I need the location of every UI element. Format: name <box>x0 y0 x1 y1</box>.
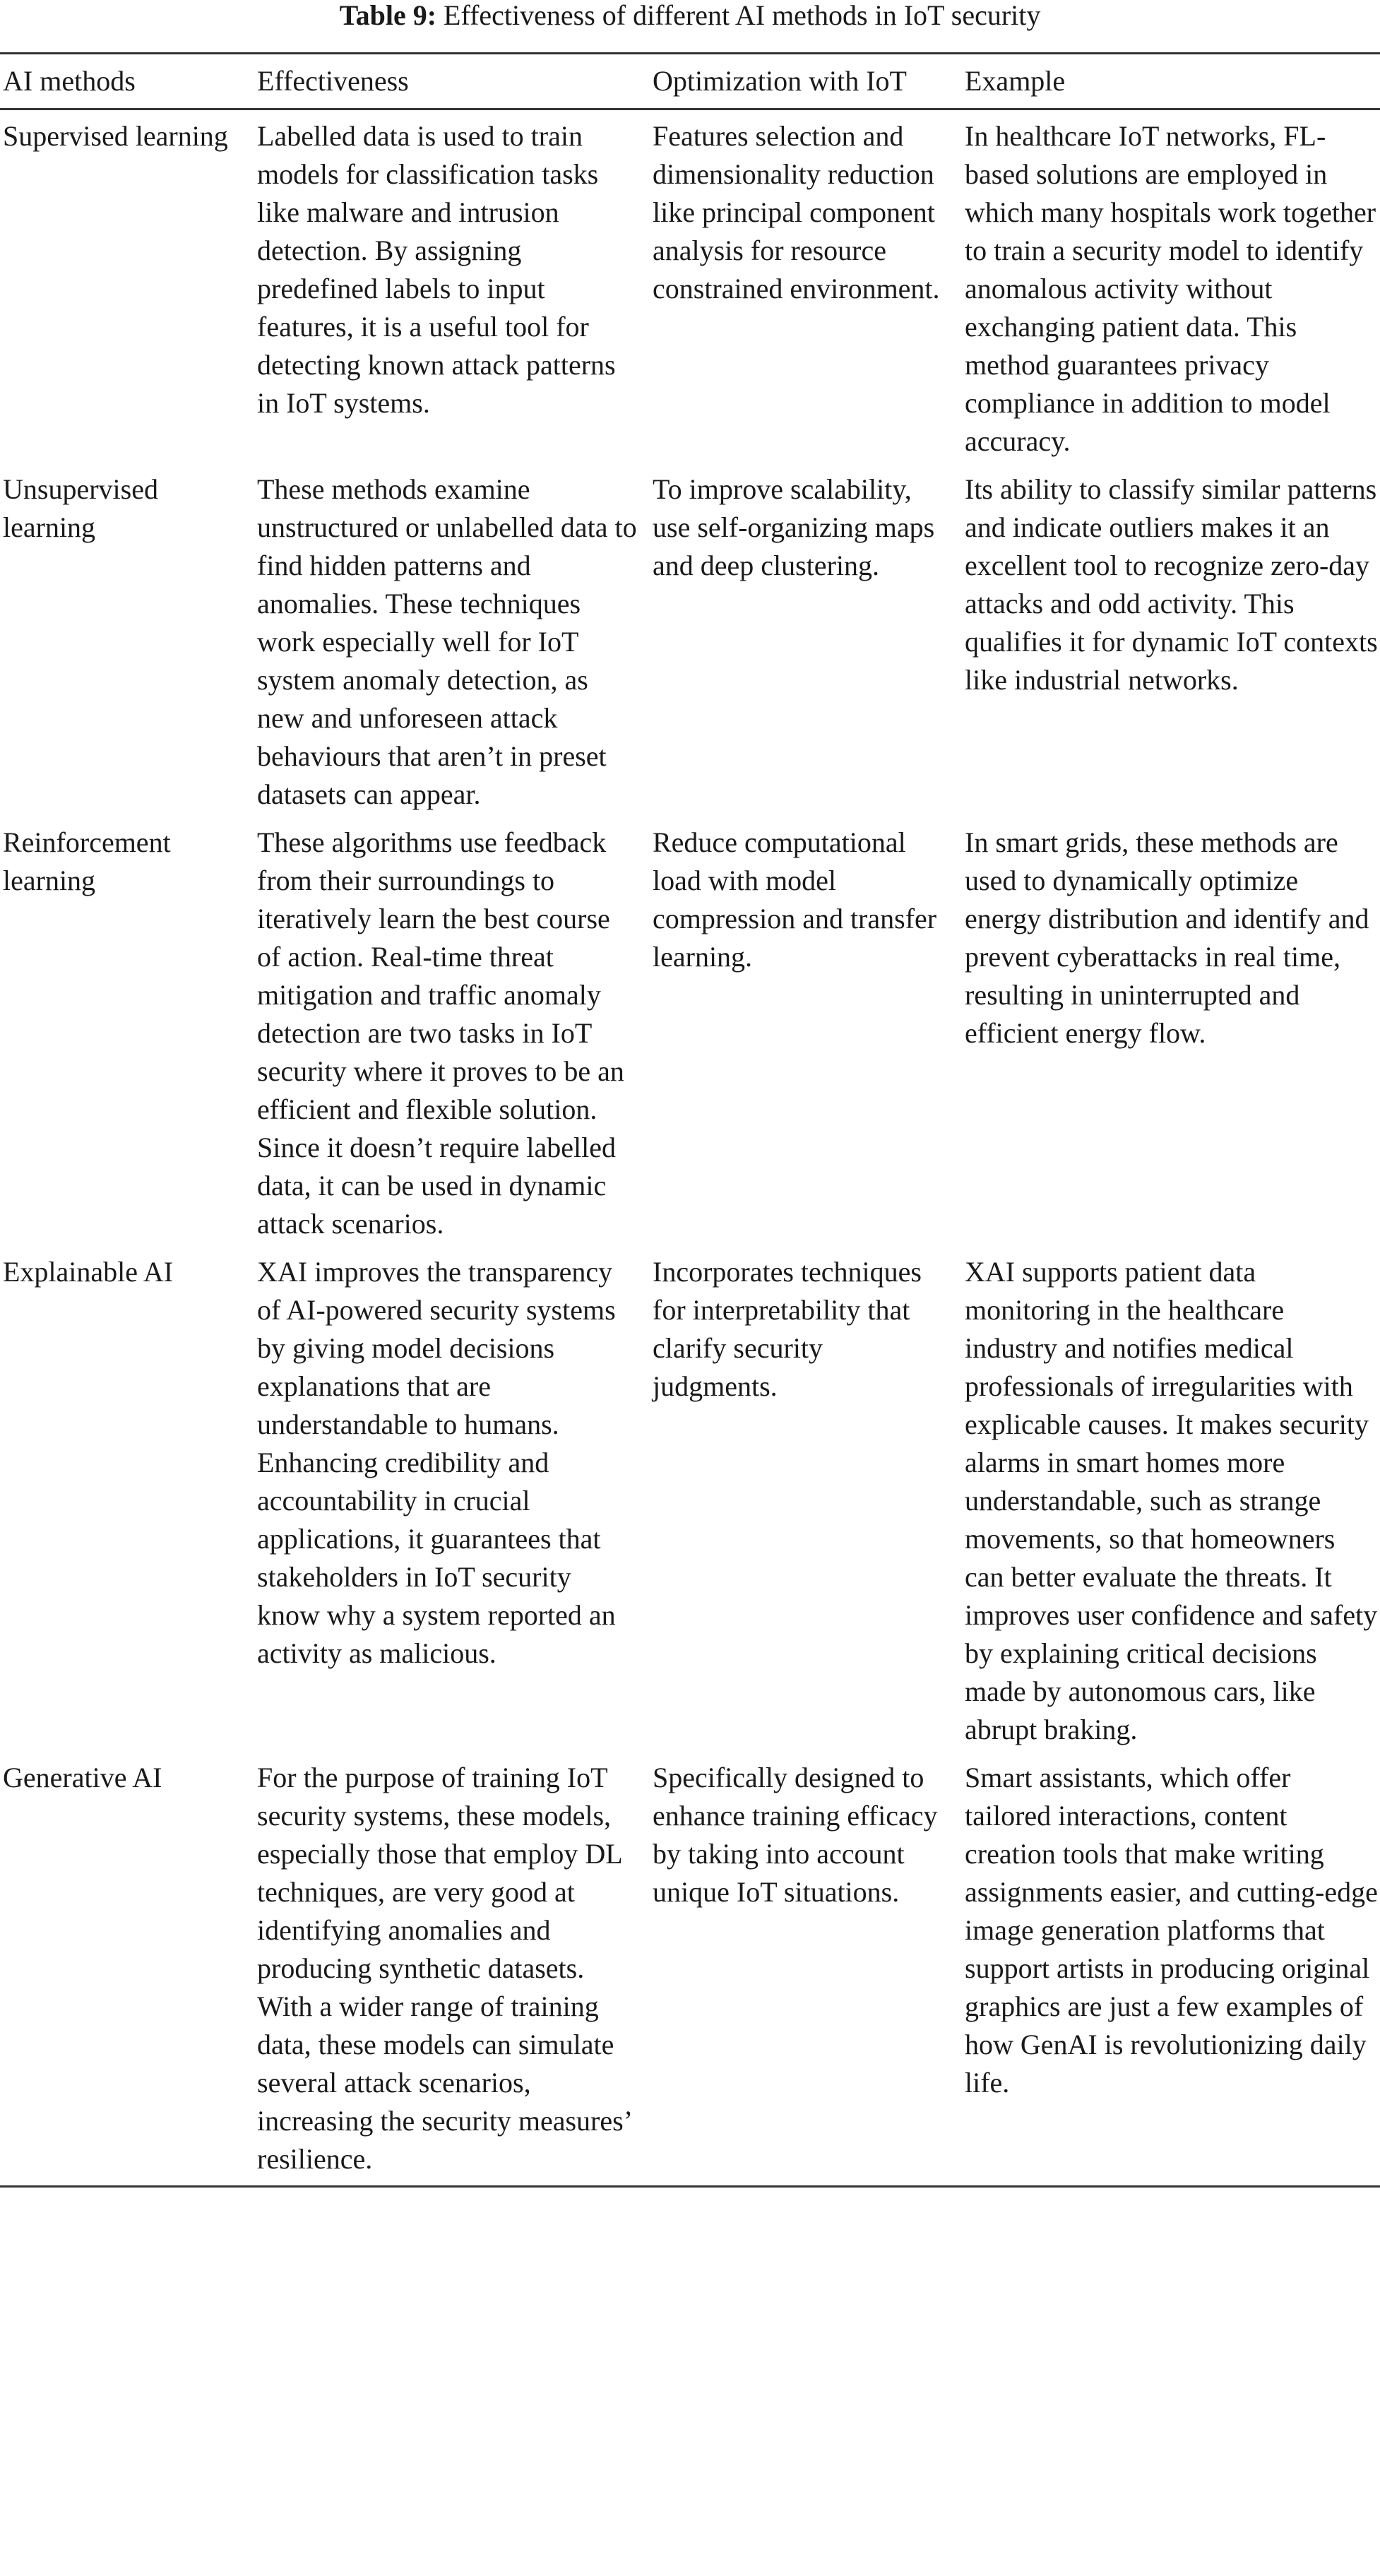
cell-optimization: Reduce computational load with model compression and transfer learning. <box>653 826 937 973</box>
cell-method: Reinforcement learning <box>3 826 171 896</box>
cell-effectiveness: These methods examine unstructured or unlabelled data to find hidden patterns and anomalies. These techniques work especially well for IoT system anomaly detection, as new and unforeseen attack behaviours that aren’t in preset datasets can appear. <box>257 473 637 810</box>
cell-example: Its ability to classify similar patterns and indicate outliers makes it an excellent tool to recognize zero-day attacks and odd activity. This qualifies it for dynamic IoT contexts like industrial networks. <box>965 473 1378 696</box>
table-row-generative <box>0 1752 1380 2187</box>
table-row-explainable <box>0 1246 1380 1752</box>
table-caption-text: Effectiveness of different AI methods in IoT security <box>444 0 1041 31</box>
cell-method: Generative AI <box>0 1752 253 2187</box>
table-row-unsupervised <box>0 463 1380 817</box>
cell-example: Smart assistants, which offer tailored interactions, content creation tools that make writing assignments easier, and cutting-edge image generation platforms that support artists in producing original graphics are just a few examples of how GenAI is revolutionizing daily life. <box>960 1752 1380 2187</box>
header-ai-methods: AI methods <box>0 54 253 109</box>
table-row-reinforcement <box>0 817 1380 1246</box>
cell-effectiveness: XAI improves the transparency of AI-powered security systems by giving model decisions explanations that are understandable to humans. Enhancing credibility and accountability in crucial applications, it guarantees that stakeholders in IoT security know why a system reported an activity as malicious. <box>257 1256 616 1669</box>
table-caption <box>0 0 1380 31</box>
table-body <box>0 109 1380 2187</box>
header-effectiveness: Effectiveness <box>253 54 648 109</box>
cell-example: In healthcare IoT networks, FL-based solutions are employed in which many hospitals work together to train a security model to identify anomalous activity without exchanging patient data. This method guarantees privacy compliance in addition to model accuracy. <box>965 120 1376 457</box>
cell-effectiveness: Labelled data is used to train models for classification tasks like malware and intrusion detection. By assigning predefined labels to input features, it is a useful tool for detecting known attack patterns in IoT systems. <box>257 120 616 419</box>
table-row-supervised <box>0 109 1380 464</box>
ai-methods-table <box>0 52 1380 2188</box>
cell-effectiveness: These algorithms use feedback from their surroundings to iteratively learn the best course of action. Real-time threat mitigation and traffic anomaly detection are two tasks in IoT security where it proves to be an efficient and flexible solution. Since it doesn’t require labelled data, it can be used in dynamic attack scenarios. <box>257 826 624 1240</box>
header-optimization: Optimization with IoT <box>648 54 960 109</box>
cell-optimization: Incorporates techniques for interpretability that clarify security judgments. <box>653 1256 922 1402</box>
cell-example: In smart grids, these methods are used to dynamically optimize energy distribution and identify and prevent cyberattacks in real time, resulting in uninterrupted and efficient energy flow. <box>965 826 1369 1049</box>
table-header <box>0 54 1380 109</box>
cell-example: XAI supports patient data monitoring in the healthcare industry and notifies medical professionals of irregularities with explicable causes. It makes security alarms in smart homes more understandable, such as strange movements, so that homeowners can better evaluate the threats. It improves user confidence and safety by explaining critical decisions made by autonomous cars, like abrupt braking. <box>965 1256 1378 1745</box>
header-example: Example <box>960 54 1380 109</box>
cell-method: Supervised learning <box>3 120 228 152</box>
cell-optimization: Specifically designed to enhance training efficacy by taking into account unique IoT situations. <box>648 1752 960 2187</box>
table-caption-label: Table 9: <box>339 0 437 31</box>
cell-optimization: Features selection and dimensionality reduction like principal component analysis for resource constrained environment. <box>653 120 940 304</box>
cell-optimization: To improve scalability, use self-organizing maps and deep clustering. <box>653 473 935 581</box>
cell-method: Unsupervised learning <box>3 473 158 543</box>
header-row <box>0 54 1380 109</box>
cell-method: Explainable AI <box>3 1256 174 1288</box>
cell-effectiveness: For the purpose of training IoT security systems, these models, especially those that employ DL techniques, are very good at identifying anomalies and producing synthetic datasets. With a wider range of training data, these models can simulate several attack scenarios, increasing the security measures’ resilience. <box>253 1752 648 2187</box>
